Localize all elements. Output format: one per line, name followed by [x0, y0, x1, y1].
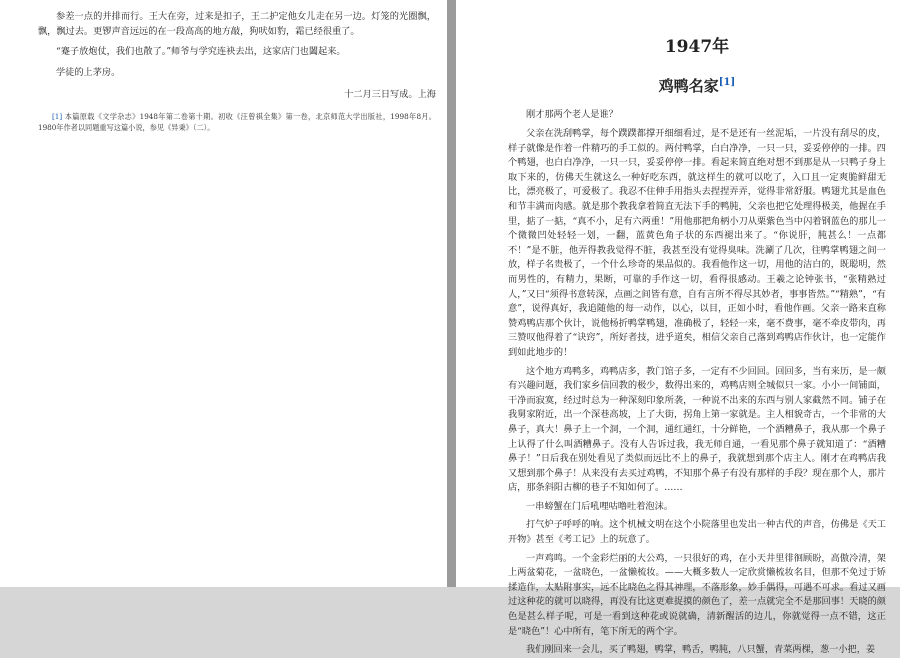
- right-paragraph-4: 一串螃蟹在门后吼哩咕噜吐着泡沫。: [526, 500, 673, 512]
- right-paragraph-3: 这个地方鸡鸭多，鸡鸭店多，教门馆子多，一定有不少回回。回回多，当有来历，是一颇有兴趣问题，我们家乡信回教的极少，数得出来的，鸡鸭店则全城似只一家。小小一间铺面，干净而寂寞，经过时总为一种深刻印象所袭，一种说不出来的东西与别人家截然不同。铺子在我舅家附近，出一个深巷高坡，上了大街，拐角上第一家就是。主人相貌奇古，一个非常的大鼻子，真大！鼻子上一个洞，一个洞，通红通红，十分鲜艳，一个酒糟鼻子，我从那一个鼻子上认得了什么叫酒糟鼻子。没有人告诉过我，我无师自通，一看见那个鼻子就知道了：“酒糟鼻子！”日后我在别处看见了类似而远比不上的鼻子，我就想到那个店主人。刚才在鸡鸭店我又想到那个鼻子！从来没有去买过鸡鸭，不知那个鼻子有没有那样的手段？现在那个人，那片店，那条斜阳古柳的巷子不知如何了。……: [508, 365, 886, 494]
- right-page: [456, 0, 900, 656]
- chapter-title-text: 鸡鸭名家: [658, 77, 719, 95]
- date-line: 十二月三日写成。上海: [344, 89, 436, 101]
- left-paragraph-3: 学徒的上茅房。: [56, 66, 121, 78]
- page-divider: [447, 0, 456, 587]
- right-paragraph-5: 打气炉子呼呼的响。这个机械文明在这个小院落里也发出一种古代的声音，仿佛是《天工开物》甚至《考工记》上的玩意了。: [508, 519, 886, 546]
- right-paragraph-7: 我们刚回来一会儿，买了鸭翅，鸭掌，鸭舌，鸭肫，八只蟹，青菜两棵，葱一小把，姜: [526, 644, 876, 656]
- left-page-content: [38, 10, 436, 133]
- footnote: [38, 111, 436, 133]
- chapter-title: [508, 70, 886, 96]
- chapter-footnote-link[interactable]: [1]: [718, 77, 736, 88]
- right-paragraph-2: 父亲在洗刮鸭掌，每个蹼蹼都撑开细细看过，是不是还有一丝泥垢，一片没有刮尽的皮，样子就像是作着一件精巧的手工似的。两付鸭掌，白白净净，一只一只，妥妥停停的一排。四个鸭翅，也白白净净，一只一只，妥妥停停一排。看起来简直绝对想不到那是从一只鸭子身上取下来的，仿佛天生就这么一种好吃东西，就这样生的就可以吃了，入口且一定爽脆鲜甜无比，漂亮极了，可爱极了。我忍不住伸手用指头去捏捏弄弄，觉得非常舒服。鸭翅尤其是血色和节丰满而肉感。就是那个教我拿着简直无法下手的鸭肫，父亲也把它处理得极美，他握在手里，掂了一掂，“真不小，足有六两重！”用他那把角柄小刀从栗紫色当中闪着钢蓝色的那儿一个微微凹处轻轻一划，一翻，蓝黄色角子状的东西褪出来了。“你说肝，肫甚么！一点都不！”是不脏，他弄得教我觉得不脏，我甚至没有觉得臭味。洗涮了几次，往鸭掌鸭翅之间一放，样子名贵极了，一个什么珍奇的果品似的。我看他作这一切，用他的洁白的，既聪明，然而男性的，有精力，果断，可靠的手作这一切，看得很感动。王羲之论钟张书，“张精熟过人，”又曰“须得书意转深，点画之间皆有意，自有言所不得尽其妙者，事事皆然。”“精熟”，“有意”，说得真好，我追随他的每一动作，以心，以目，正如小时，看他作画。父亲一路来直称赞鸡鸭店那个伙计，说他杨折鸭掌鸭翅，准确极了，轻轻一来，毫不费事，毫不牵皮带肉，再三赞叹他得着了“诀窍”，所好者技，进乎道矣，相信父亲自己落到鸡鸭店作伙计，也一定能作到如此地步的！: [508, 128, 886, 358]
- year-heading: 1947年: [664, 37, 730, 57]
- left-paragraph-2: “蹇子放炮仗，我们也散了。”师爷与学究连袂去出，这家店门也闔起来。: [56, 46, 346, 58]
- right-paragraph-1: 刚才那两个老人是谁？: [526, 109, 618, 121]
- footnote-text: 本篇原载《文学杂志》1948年第二卷第十期。初收《汪曾祺全集》第一卷，北京师范大学出版社，1998年8月。1980年作者以同题重写这篇小说，参见《异秉》（二）。: [38, 111, 436, 132]
- right-paragraph-6: 一声鸡鸣。一个金彩烂丽的大公鸡，一只很好的鸡，在小天井里徘徊顾盼，高傲冷清，架上两盆菊花，一盆晓色，一盆懒梳妆。——大概多数人一定欣赏懒梳妆名目，但那不免过于矫揉造作，太贴附事实，远不比晓色之得其神理，不落形象，妙手偶得，可遇不可求。看过又画过这种花的就可以晓得，再没有比这更难捉摸的颜色了，差一点就完全不是那回事！天晓的颜色是甚么样子呢，可是一看到这种花或说就确，清新醒活的边儿，你就觉得一点不错，这正是“晓色”！心中所有，笔下所无的两个字。: [508, 552, 886, 637]
- footnote-marker-link[interactable]: [1]: [52, 111, 63, 121]
- left-page: [0, 0, 447, 587]
- right-page-content: [508, 32, 886, 658]
- left-paragraph-1: 参差一点的并排而行。王大在旁，过来是扣子，王二护定他女儿走在另一边。灯笼的光圈飘，飘，飘过去。更锣声音远远的在一段高高的地方敲，狗吠如豹，霜已经很重了。: [38, 11, 436, 37]
